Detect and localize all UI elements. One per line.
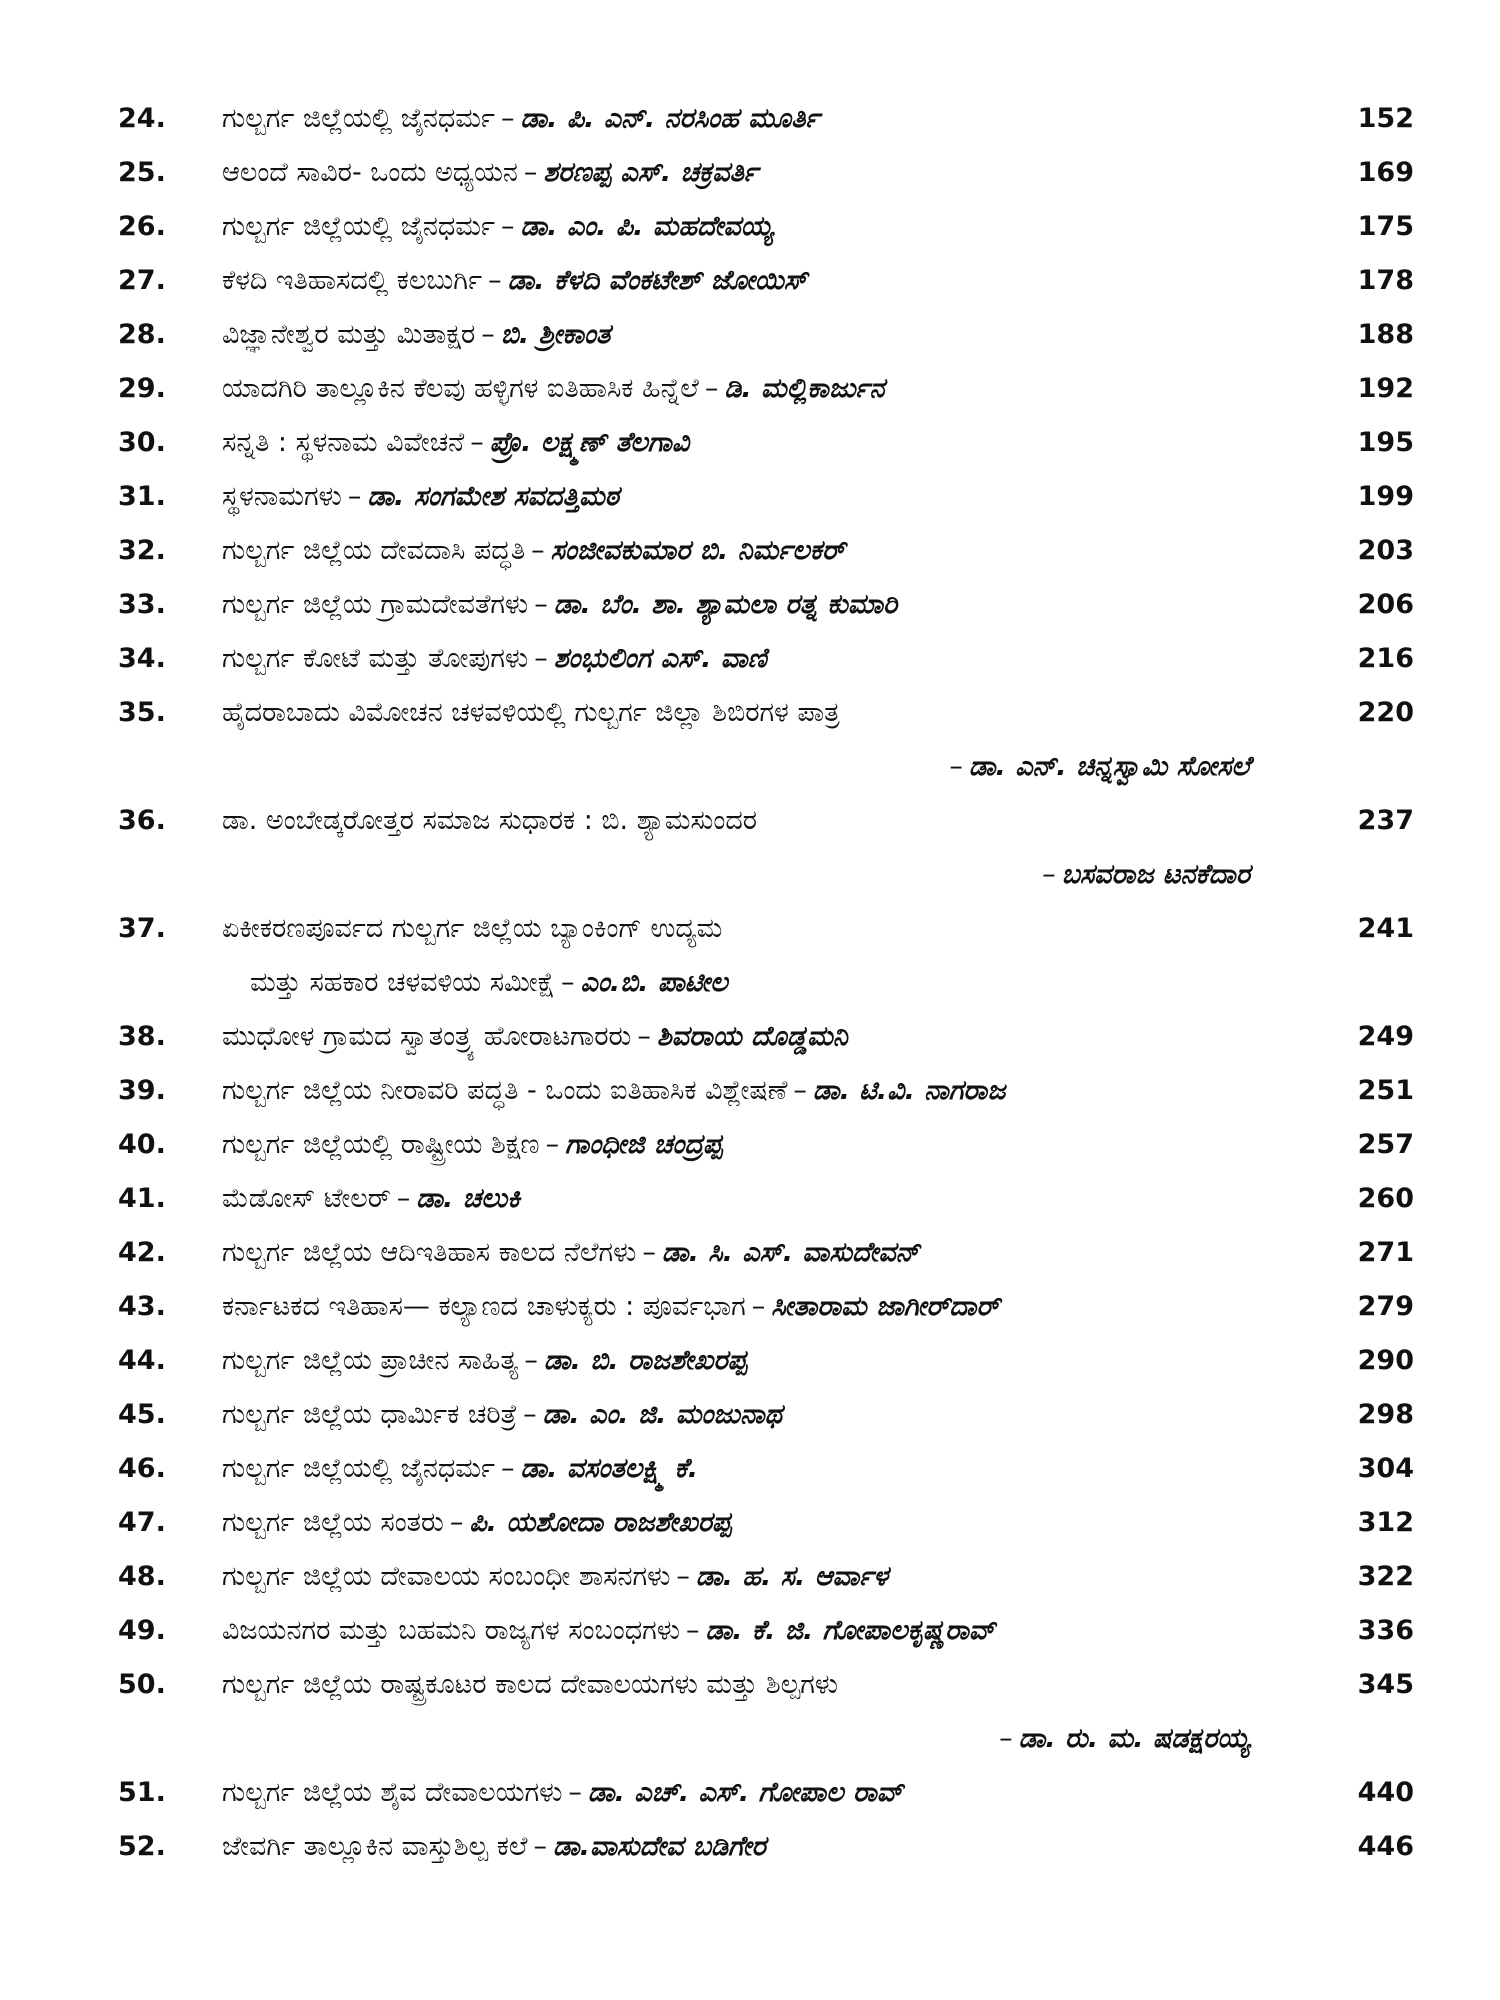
toc-entry (0, 1226, 1500, 1280)
entry-title: ಗುಲ್ಬರ್ಗ ಜಿಲ್ಲೆಯ ಪ್ರಾಚೀನ ಸಾಹಿತ್ಯ (222, 1345, 519, 1376)
entry-author: ಡಾ. ಎಚ್. ಎಸ್. ಗೋಪಾಲ ರಾವ್ (587, 1777, 903, 1808)
toc-row (0, 308, 1500, 362)
entry-number: 48. (118, 1561, 166, 1592)
entry-number: 24. (118, 103, 166, 134)
toc-row (0, 1658, 1500, 1712)
entry-author: ಸೀತಾರಾಮ ಜಾಗೀರ್‌ದಾರ್ (771, 1291, 1000, 1322)
entry-title-line (222, 1658, 838, 1712)
entry-author: ಡಾ. ಸಂಗಮೇಶ ಸವದತ್ತಿಮಠ (367, 481, 620, 512)
entry-title-line (222, 1550, 888, 1604)
toc-entry (0, 1820, 1500, 1874)
entry-page-number: 195 (1357, 427, 1414, 458)
entry-title-line (222, 200, 773, 254)
entry-number: 32. (118, 535, 166, 566)
entry-page-number: 279 (1357, 1291, 1414, 1322)
entry-author: ಡಾ. ಎಂ. ಪಿ. ಮಹದೇವಯ್ಯ (520, 211, 774, 242)
toc-entry (0, 578, 1500, 632)
entry-author-line (993, 1712, 1250, 1766)
entry-title-line (222, 146, 758, 200)
toc-author-row (0, 1712, 1500, 1766)
toc-entry (0, 1550, 1500, 1604)
entry-number: 31. (118, 481, 166, 512)
entry-title: ಗುಲ್ಬರ್ಗ ಜಿಲ್ಲೆಯಲ್ಲಿ ಜೈನಧರ್ಮ (222, 103, 495, 134)
dash-separator: – (534, 589, 548, 620)
toc-entry (0, 1010, 1500, 1064)
dash-separator: – (481, 319, 495, 350)
entry-page-number: 446 (1357, 1831, 1414, 1862)
entry-page-number: 178 (1357, 265, 1414, 296)
entry-title: ಆಲಂದೆ ಸಾವಿರ- ಒಂದು ಅಧ್ಯಯನ (222, 157, 518, 188)
entry-number: 25. (118, 157, 166, 188)
entry-title: ಗುಲ್ಬರ್ಗ ಜಿಲ್ಲೆಯ ಧಾರ್ಮಿಕ ಚರಿತ್ರೆ (222, 1399, 518, 1430)
entry-page-number: 203 (1357, 535, 1414, 566)
entry-title: ಗುಲ್ಬರ್ಗ ಜಿಲ್ಲೆಯ ಶೈವ ದೇವಾಲಯಗಳು (222, 1777, 563, 1808)
entry-title-line (222, 1172, 520, 1226)
entry-title: ಗುಲ್ಬರ್ಗ ಜಿಲ್ಲೆಯ ನೀರಾವರಿ ಪದ್ಧತಿ - ಒಂದು ಐತಿಹಾಸಿಕ ವಿಶ್ಲೇಷಣೆ (222, 1075, 788, 1106)
entry-title: ಗುಲ್ಬರ್ಗ ಜಿಲ್ಲೆಯಲ್ಲಿ ಜೈನಧರ್ಮ (222, 211, 495, 242)
toc-row (0, 1064, 1500, 1118)
entry-page-number: 199 (1357, 481, 1414, 512)
entry-title-line (222, 794, 757, 848)
toc-entry (0, 1172, 1500, 1226)
entry-title-line (222, 1820, 766, 1874)
entry-number: 35. (118, 697, 166, 728)
entry-title-line (222, 1118, 722, 1172)
dash-separator: – (545, 1129, 560, 1160)
toc-row (0, 1820, 1500, 1874)
entry-author: ಗಾಂಧೀಜಿ ಚಂದ್ರಪ್ಪ (565, 1129, 723, 1160)
entry-title: ಗುಲ್ಬರ್ಗ ಜಿಲ್ಲೆಯ ರಾಷ್ಟ್ರಕೂಟರ ಕಾಲದ ದೇವಾಲಯಗಳು ಮತ್ತು ಶಿಲ್ಪಗಳು (222, 1669, 839, 1700)
toc-entry (0, 254, 1500, 308)
toc-row (0, 632, 1500, 686)
entry-author: ಬಿ. ಶ್ರೀಕಾಂತ (500, 319, 611, 350)
toc-entry (0, 416, 1500, 470)
entry-title: ಹೈದರಾಬಾದು ವಿಮೋಚನ ಚಳವಳಿಯಲ್ಲಿ ಗುಲ್ಬರ್ಗ ಜಿಲ್ಲಾ ಶಿಬಿರಗಳ ಪಾತ್ರ (222, 697, 840, 728)
entry-title-line (222, 1334, 747, 1388)
toc-entry (0, 200, 1500, 254)
entry-title-line (222, 1226, 920, 1280)
entry-author: ಡಾ. ಸಿ. ಎಸ್. ವಾಸುದೇವನ್ (661, 1237, 920, 1268)
entry-title-line (222, 92, 819, 146)
toc-row (0, 1010, 1500, 1064)
toc-entry (0, 1334, 1500, 1388)
toc-author-row (0, 848, 1500, 902)
entry-author: ಡಾ. ಬಿ. ರಾಜಶೇಖರಪ್ಪ (543, 1345, 747, 1376)
entry-title: ಸ್ಥಳನಾಮಗಳು (222, 481, 342, 512)
dash-separator: – (704, 373, 719, 404)
toc-row (0, 1334, 1500, 1388)
entry-title-line (222, 1442, 698, 1496)
entry-author: ಪಿ. ಯಶೋದಾ ರಾಜಶೇಖರಪ್ಪ (469, 1507, 732, 1538)
entry-number: 34. (118, 643, 166, 674)
dash-separator: – (533, 1831, 547, 1862)
toc-row (0, 686, 1500, 740)
entry-number: 26. (118, 211, 166, 242)
toc-entry (0, 524, 1500, 578)
entry-title-line (222, 1388, 782, 1442)
entry-number: 47. (118, 1507, 166, 1538)
entry-number: 51. (118, 1777, 166, 1808)
entry-author: ಡಾ. ರು. ಮ. ಷಡಕ್ಷರಯ್ಯ (1018, 1723, 1250, 1754)
entry-number: 36. (118, 805, 166, 836)
entry-title-line (222, 1766, 903, 1820)
toc-row (0, 902, 1500, 956)
entry-title-line (222, 470, 619, 524)
dash-separator: – (642, 1237, 656, 1268)
entry-author: ಡಾ. ಚಲುಕಿ (416, 1183, 520, 1214)
dash-separator: – (470, 427, 484, 458)
toc-row (0, 1604, 1500, 1658)
toc-entry (0, 1280, 1500, 1334)
entry-author: ಡಾ. ಟಿ.ವಿ. ನಾಗರಾಜ (812, 1075, 1006, 1106)
entry-number: 52. (118, 1831, 166, 1862)
entry-title: ಏಕೀಕರಣಪೂರ್ವದ ಗುಲ್ಬರ್ಗ ಜಿಲ್ಲೆಯ ಬ್ಯಾಂಕಿಂಗ್ ಉದ್ಯಮ (222, 913, 723, 944)
toc-entry (0, 146, 1500, 200)
entry-title-line (222, 1064, 1005, 1118)
entry-title: ಕೆಳದಿ ಇತಿಹಾಸದಲ್ಲಿ ಕಲಬುರ್ಗಿ (222, 265, 483, 296)
entry-page-number: 175 (1357, 211, 1414, 242)
entry-page-number: 290 (1357, 1345, 1414, 1376)
entry-page-number: 241 (1357, 913, 1414, 944)
entry-author: ಡಾ. ಎನ್. ಚಿನ್ನಸ್ವಾಮಿ ಸೋಸಲೆ (968, 751, 1250, 782)
entry-title-continuation-line (250, 956, 728, 1010)
entry-number: 28. (118, 319, 166, 350)
entry-number: 38. (118, 1021, 166, 1052)
toc-entry (0, 902, 1500, 1010)
entry-title: ಗುಲ್ಬರ್ಗ ಜಿಲ್ಲೆಯ ಗ್ರಾಮದೇವತೆಗಳು (222, 589, 529, 620)
entry-page-number: 312 (1357, 1507, 1414, 1538)
entry-page-number: 336 (1357, 1615, 1414, 1646)
dash-separator: – (449, 1507, 464, 1538)
dash-separator: – (568, 1777, 582, 1808)
entry-page-number: 260 (1357, 1183, 1414, 1214)
entry-page-number: 206 (1357, 589, 1414, 620)
entry-number: 44. (118, 1345, 166, 1376)
entry-author: ಪ್ರೊ. ಲಕ್ಷ್ಮಣ್ ತೆಲಗಾವಿ (489, 427, 690, 458)
entry-author: ಸಂಜೀವಕುಮಾರ ಬಿ. ನಿರ್ಮಲಕರ್ (550, 535, 845, 566)
toc-row (0, 1118, 1500, 1172)
entry-title-line (222, 1010, 848, 1064)
entry-number: 33. (118, 589, 166, 620)
entry-page-number: 251 (1357, 1075, 1414, 1106)
dash-separator: – (686, 1615, 700, 1646)
toc-entry (0, 1118, 1500, 1172)
toc-entry (0, 686, 1500, 794)
entry-number: 37. (118, 913, 166, 944)
entry-title-line (222, 362, 885, 416)
toc-row (0, 578, 1500, 632)
dash-separator: – (949, 751, 963, 782)
entry-author: ಡಾ. ಬೆಂ. ಶಾ. ಶ್ಯಾಮಲಾ ರತ್ನ ಕುಮಾರಿ (553, 589, 898, 620)
entry-title: ಮೆಡೋಸ್ ಟೇಲರ್ (222, 1183, 391, 1214)
entry-number: 40. (118, 1129, 166, 1160)
entry-title: ಜೇವರ್ಗಿ ತಾಲ್ಲೂಕಿನ ವಾಸ್ತುಶಿಲ್ಪ ಕಲೆ (222, 1831, 528, 1862)
toc-entry (0, 1442, 1500, 1496)
entry-page-number: 257 (1357, 1129, 1414, 1160)
dash-separator: – (637, 1021, 651, 1052)
entry-page-number: 298 (1357, 1399, 1414, 1430)
toc-row (0, 470, 1500, 524)
entry-title-line (222, 254, 807, 308)
entry-title-line (222, 632, 767, 686)
toc-row (0, 416, 1500, 470)
entry-number: 27. (118, 265, 166, 296)
entry-title-line (222, 1280, 999, 1334)
dash-separator: – (1042, 859, 1056, 890)
toc-row (0, 1442, 1500, 1496)
entry-number: 45. (118, 1399, 166, 1430)
entry-title: ಡಾ. ಅಂಬೇಡ್ಕರೋತ್ತರ ಸಮಾಜ ಸುಧಾರಕ : ಬಿ. ಶ್ಯಾಮಸುಂದರ (222, 805, 758, 836)
entry-page-number: 192 (1357, 373, 1414, 404)
toc-row (0, 92, 1500, 146)
entry-page-number: 237 (1357, 805, 1414, 836)
toc-row (0, 254, 1500, 308)
toc-row (0, 1226, 1500, 1280)
toc-row (0, 146, 1500, 200)
entry-author-line (1036, 848, 1250, 902)
entry-page-number: 271 (1357, 1237, 1414, 1268)
entry-author-line (943, 740, 1250, 794)
entry-author: ಬಸವರಾಜ ಟನಕೆದಾರ (1061, 859, 1250, 890)
entry-title: ಯಾದಗಿರಿ ತಾಲ್ಲೂಕಿನ ಕೆಲವು ಹಳ್ಳಿಗಳ ಐತಿಹಾಸಿಕ ಹಿನ್ನೆಲೆ (222, 373, 699, 404)
dash-separator: – (488, 265, 502, 296)
entry-author: ಡಾ. ವಸಂತಲಕ್ಷ್ಮಿ ಕೆ. (520, 1453, 699, 1484)
toc-row (0, 1496, 1500, 1550)
dash-separator: – (531, 535, 545, 566)
toc-entry (0, 1496, 1500, 1550)
toc-row (0, 362, 1500, 416)
entry-title-line (222, 1604, 995, 1658)
entry-number: 41. (118, 1183, 166, 1214)
toc-entry (0, 92, 1500, 146)
toc-entry (0, 1388, 1500, 1442)
entry-title-line (222, 1496, 731, 1550)
dash-separator: – (523, 1399, 537, 1430)
toc-entry (0, 308, 1500, 362)
entry-title: ಗುಲ್ಬರ್ಗ ಜಿಲ್ಲೆಯ ದೇವಾಲಯ ಸಂಬಂಧೀ ಶಾಸನಗಳು (222, 1561, 671, 1592)
entry-author: ಎಂ.ಬಿ. ಪಾಟೀಲ (580, 967, 728, 998)
toc-row (0, 524, 1500, 578)
dash-separator: – (561, 967, 575, 998)
table-of-contents (0, 92, 1500, 1874)
entry-number: 39. (118, 1075, 166, 1106)
entry-author: ಶಂಭುಲಿಂಗ ಎಸ್. ವಾಣಿ (553, 643, 767, 674)
entry-number: 49. (118, 1615, 166, 1646)
dash-separator: – (676, 1561, 690, 1592)
dash-separator: – (347, 481, 362, 512)
entry-title: ಗುಲ್ಬರ್ಗ ಜಿಲ್ಲೆಯಲ್ಲಿ ರಾಷ್ಟ್ರೀಯ ಶಿಕ್ಷಣ (222, 1129, 540, 1160)
dash-separator: – (999, 1723, 1013, 1754)
entry-title: ಗುಲ್ಬರ್ಗ ಜಿಲ್ಲೆಯಲ್ಲಿ ಜೈನಧರ್ಮ (222, 1453, 495, 1484)
entry-page-number: 322 (1357, 1561, 1414, 1592)
entry-author: ಡಾ.ವಾಸುದೇವ ಬಡಿಗೇರ (552, 1831, 766, 1862)
entry-title: ಗುಲ್ಬರ್ಗ ಜಿಲ್ಲೆಯ ಆದಿಇತಿಹಾಸ ಕಾಲದ ನೆಲೆಗಳು (222, 1237, 637, 1268)
entry-title-line (222, 524, 845, 578)
toc-entry (0, 1064, 1500, 1118)
toc-entry (0, 1658, 1500, 1766)
entry-title: ಗುಲ್ಬರ್ಗ ಜಿಲ್ಲೆಯ ಸಂತರು (222, 1507, 444, 1538)
toc-entry (0, 1766, 1500, 1820)
entry-page-number: 345 (1357, 1669, 1414, 1700)
dash-separator: – (500, 103, 515, 134)
toc-row (0, 1388, 1500, 1442)
toc-row (0, 200, 1500, 254)
entry-author: ಡಿ. ಮಲ್ಲಿಕಾರ್ಜುನ (724, 373, 885, 404)
entry-title-line (222, 902, 722, 956)
entry-author: ಡಾ. ಪಿ. ಎನ್. ನರಸಿಂಹ ಮೂರ್ತಿ (520, 103, 820, 134)
entry-title: ಕರ್ನಾಟಕದ ಇತಿಹಾಸ— ಕಲ್ಯಾಣದ ಚಾಳುಕ್ಯರು : ಪೂರ್ವಭಾಗ (222, 1291, 746, 1322)
entry-number: 50. (118, 1669, 166, 1700)
entry-number: 42. (118, 1237, 166, 1268)
entry-page-number: 304 (1357, 1453, 1414, 1484)
entry-title-line (222, 308, 610, 362)
toc-entry (0, 632, 1500, 686)
entry-title-continuation: ಮತ್ತು ಸಹಕಾರ ಚಳವಳಿಯ ಸಮೀಕ್ಷೆ (250, 967, 556, 998)
toc-row (0, 1766, 1500, 1820)
entry-number: 43. (118, 1291, 166, 1322)
toc-continuation-row (0, 956, 1500, 1010)
toc-entry (0, 362, 1500, 416)
entry-page-number: 152 (1357, 103, 1414, 134)
dash-separator: – (751, 1291, 766, 1322)
entry-title-line (222, 578, 897, 632)
entry-author: ಡಾ. ಎಂ. ಜಿ. ಮಂಜುನಾಥ (542, 1399, 783, 1430)
entry-author: ಡಾ. ಕೆಳದಿ ವೆಂಕಟೇಶ್ ಜೋಯಿಸ್ (507, 265, 808, 296)
dash-separator: – (396, 1183, 411, 1214)
dash-separator: – (500, 1453, 515, 1484)
dash-separator: – (523, 157, 538, 188)
entry-title-line (222, 416, 689, 470)
entry-page-number: 440 (1357, 1777, 1414, 1808)
entry-number: 30. (118, 427, 166, 458)
entry-page-number: 220 (1357, 697, 1414, 728)
entry-number: 29. (118, 373, 166, 404)
toc-entry (0, 794, 1500, 902)
toc-row (0, 1172, 1500, 1226)
toc-author-row (0, 740, 1500, 794)
entry-title: ಗುಲ್ಬರ್ಗ ಜಿಲ್ಲೆಯ ದೇವದಾಸಿ ಪದ್ಧತಿ (222, 535, 526, 566)
entry-title: ವಿಜಯನಗರ ಮತ್ತು ಬಹಮನಿ ರಾಜ್ಯಗಳ ಸಂಬಂಧಗಳು (222, 1615, 681, 1646)
toc-entry (0, 470, 1500, 524)
toc-entry (0, 1604, 1500, 1658)
entry-title: ಸನ್ನತಿ : ಸ್ಥಳನಾಮ ವಿವೇಚನೆ (222, 427, 465, 458)
dash-separator: – (793, 1075, 807, 1106)
entry-page-number: 249 (1357, 1021, 1414, 1052)
entry-title-line (222, 686, 840, 740)
toc-row (0, 1280, 1500, 1334)
entry-author: ಶಿವರಾಯ ದೊಡ್ಡಮನಿ (656, 1021, 848, 1052)
entry-author: ಡಾ. ಹ. ಸ. ಆರ್ವಾಳ (695, 1561, 888, 1592)
entry-page-number: 216 (1357, 643, 1414, 674)
dash-separator: – (534, 643, 548, 674)
entry-page-number: 188 (1357, 319, 1414, 350)
entry-title: ಗುಲ್ಬರ್ಗ ಕೋಟೆ ಮತ್ತು ತೋಪುಗಳು (222, 643, 529, 674)
dash-separator: – (524, 1345, 538, 1376)
entry-number: 46. (118, 1453, 166, 1484)
entry-author: ಡಾ. ಕೆ. ಜಿ. ಗೋಪಾಲಕೃಷ್ಣರಾವ್ (705, 1615, 996, 1646)
entry-page-number: 169 (1357, 157, 1414, 188)
toc-row (0, 794, 1500, 848)
toc-row (0, 1550, 1500, 1604)
dash-separator: – (500, 211, 515, 242)
entry-author: ಶರಣಪ್ಪ ಎಸ್. ಚಕ್ರವರ್ತಿ (543, 157, 758, 188)
entry-title: ವಿಜ್ಞಾನೇಶ್ವರ ಮತ್ತು ಮಿತಾಕ್ಷರ (222, 319, 476, 350)
entry-title: ಮುಧೋಳ ಗ್ರಾಮದ ಸ್ವಾತಂತ್ರ್ಯ ಹೋರಾಟಗಾರರು (222, 1021, 632, 1052)
